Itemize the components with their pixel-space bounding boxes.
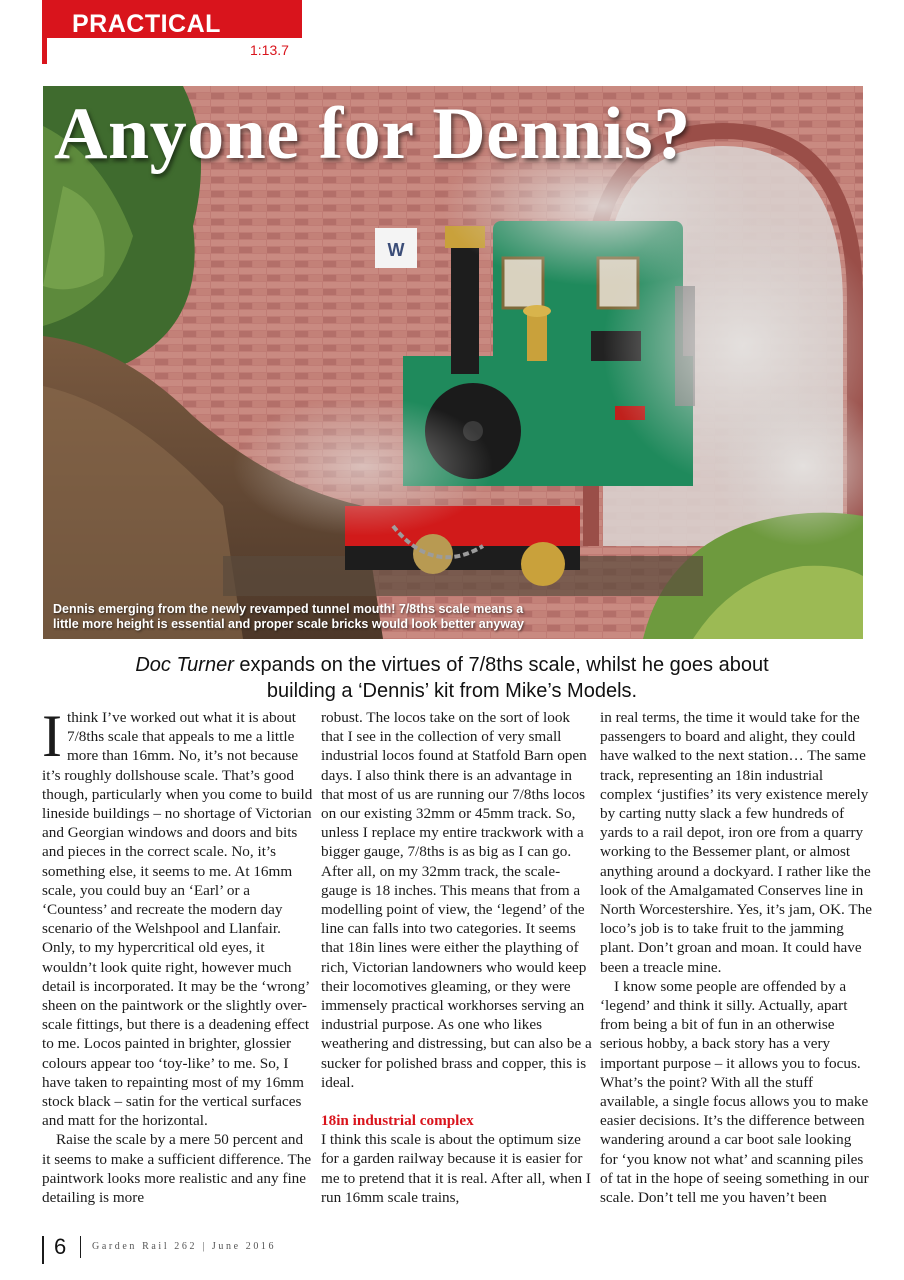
footer-divider <box>80 1236 81 1258</box>
scale-tag: 1:13.7 <box>250 42 289 58</box>
paragraph: I know some people are offended by a ‘legend’ and think it silly. Actually, apart from being a bit of fun in an otherwise serious hobby, a back story has a very important purpose – it allows you to focus. What’s the point? With all the stuff available, a single focus allows you to make easier decisions. It’s the difference between wandering around a car boot sale looking for ‘you know not what’ and scanning piles of tat in the hope of seeing something in our scale. Don’t tell me you haven’t been <box>600 977 869 1207</box>
paragraph: think I’ve worked out what it is about 7/8ths scale that appeals to me a little more than 16mm. No, it’s not because it’s roughly dollshouse scale. That’s good though, particularly when you come to build lineside buildings – no shortage of Victorian and Georgian windows and doors and bits and pieces in the correct scale. No, it’s something else, it seems to me. At 16mm scale, you could buy an ‘Earl’ or a ‘Countess’ and recreate the modern day scenario of the Welshpool and Llanfair. Only, to my hypercritical old eyes, it wouldn’t look quite right, however much detail is incorporated. It may be the ‘wrong’ sheen on the paintwork or the slightly over-scale fittings, but there is a deadening effect to me. Locos painted in brighter, glossier colours appear too ‘toy-like’ to me. So, I have taken to repainting most of my 16mm stock black – satin for the vertical surfaces and matt for the horizontal. <box>42 709 313 1130</box>
paragraph: Raise the scale by a mere 50 percent and it seems to make a sufficient difference. The paintwork looks more realistic and any fine detailing is more <box>42 1131 312 1207</box>
standfirst <box>130 652 774 704</box>
drop-cap: I <box>42 703 62 769</box>
article-headline: Anyone for Dennis? <box>54 93 691 175</box>
paragraph: in real terms, the time it would take for the passengers to board and alight, they could have walked to the next station… The same track, representing an 18in industrial complex ‘justifies’ its very existence merely by carting nutty slack a few hundreds of yards to a rail depot, iron ore from a quarry working to the Bessemer plant, or almost anything around a dockyard. I rather like the look of the Amalgamated Conserves line in North Worcestershire. Yes, it’s jam, OK. The loco’s job is to take fruit to the jamming plant. Don’t groan and moan. It could have been a treacle mine. <box>600 709 872 976</box>
paragraph: I think this scale is about the optimum size for a garden railway because it is easier for me to pretend that it is real. After all, when I run 16mm scale trains, <box>321 1131 591 1206</box>
publication-info: Garden Rail 262 | June 2016 <box>92 1241 277 1252</box>
article-column-2 <box>321 708 593 1207</box>
sign-letter: W <box>387 240 405 260</box>
footer-left-rule <box>42 1236 44 1264</box>
paragraph: robust. The locos take on the sort of look that I see in the collection of very small industrial locos found at Statfold Barn open days. I also think there is an advantage in that most of us are running our 7/8ths locos on our existing 32mm or 45mm track. So, unless I replace my entire trackwork with a bigger gauge, 7/8ths is as big as I can go. After all, on my 32mm track, the scale-gauge is 18 inches. This means that from a modelling point of view, the ‘legend’ of the line can falls into two categories. It seems that 18in lines were either the plaything of rich, Victorian landowners who would keep their locomotives gleaming, or they were immensely practical workhorses serving an industrial purpose. As one who likes weathering and distressing, but can also be a sucker for polished brass and copper, this is ideal. <box>321 709 592 1091</box>
article-column-1 <box>42 703 314 1207</box>
section-tab <box>44 0 302 38</box>
author-name: Doc Turner <box>135 654 234 676</box>
article-column-3 <box>600 708 872 1207</box>
loco-chimney <box>451 244 479 374</box>
section-label: PRACTICAL <box>72 10 221 38</box>
page-number: 6 <box>54 1234 67 1259</box>
standfirst-text: expands on the virtues of 7/8ths scale, whilst he goes about building a ‘Dennis’ kit from Mike’s Models. <box>233 654 769 702</box>
photo-caption: Dennis emerging from the newly revamped tunnel mouth! 7/8ths scale means a little more height is essential and proper scale bricks would look better anyway <box>53 602 524 631</box>
subheading: 18in industrial complex <box>321 1112 474 1130</box>
